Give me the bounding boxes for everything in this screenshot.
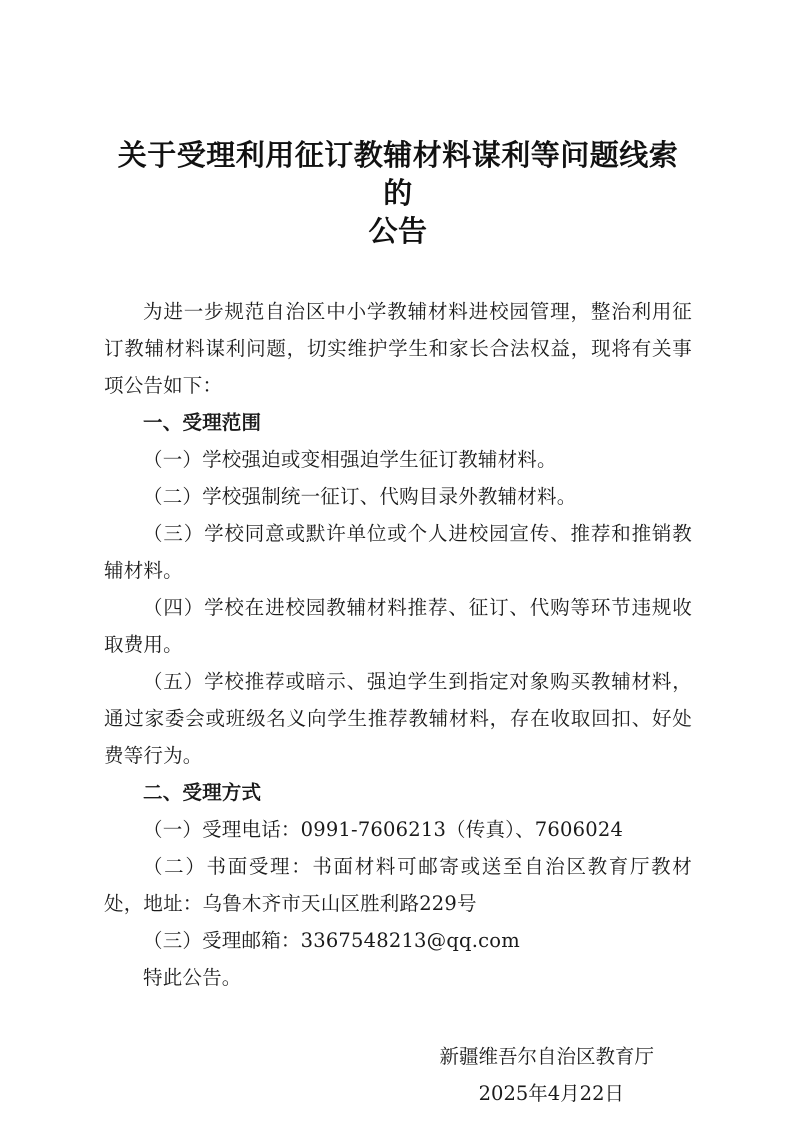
document-title xyxy=(104,136,692,250)
issuing-organization: 新疆维吾尔自治区教育厅 xyxy=(439,1045,654,1068)
method-phone: （一）受理电话：0991-7606213（传真）、7606024 xyxy=(143,818,624,841)
method-written: （二）书面受理：书面材料可邮寄或送至自治区教育厅教材处，地址：乌鲁木齐市天山区胜利路229号 xyxy=(104,855,692,915)
scope-item-5: （五）学校推荐或暗示、强迫学生到指定对象购买教辅材料，通过家委会或班级名义向学生推荐教辅材料，存在收取回扣、好处费等行为。 xyxy=(104,670,692,767)
signature-block xyxy=(104,1038,692,1112)
closing-line: 特此公告。 xyxy=(143,966,242,989)
scope-item-2: （二）学校强制统一征订、代购目录外教辅材料。 xyxy=(143,485,577,508)
title-line-1: 关于受理利用征订教辅材料谋利等问题线索的 xyxy=(117,138,679,210)
scope-item-4: （四）学校在进校园教辅材料推荐、征订、代购等环节违规收取费用。 xyxy=(104,596,692,656)
method-email: （三）受理邮箱：3367548213@qq.com xyxy=(143,929,520,952)
intro-paragraph: 为进一步规范自治区中小学教辅材料进校园管理，整治利用征订教辅材料谋利问题，切实维护学生和家长合法权益，现将有关事项公告如下： xyxy=(104,300,692,397)
section-heading-methods: 二、受理方式 xyxy=(143,781,262,804)
scope-item-1: （一）学校强迫或变相强迫学生征订教辅材料。 xyxy=(143,448,557,471)
issue-date: 2025年4月22日 xyxy=(478,1082,624,1105)
document-body xyxy=(104,293,692,996)
section-heading-scope: 一、受理范围 xyxy=(143,411,262,434)
title-line-2: 公告 xyxy=(368,214,428,248)
document xyxy=(104,136,692,1112)
scope-item-3: （三）学校同意或默许单位或个人进校园宣传、推荐和推销教辅材料。 xyxy=(104,522,692,582)
